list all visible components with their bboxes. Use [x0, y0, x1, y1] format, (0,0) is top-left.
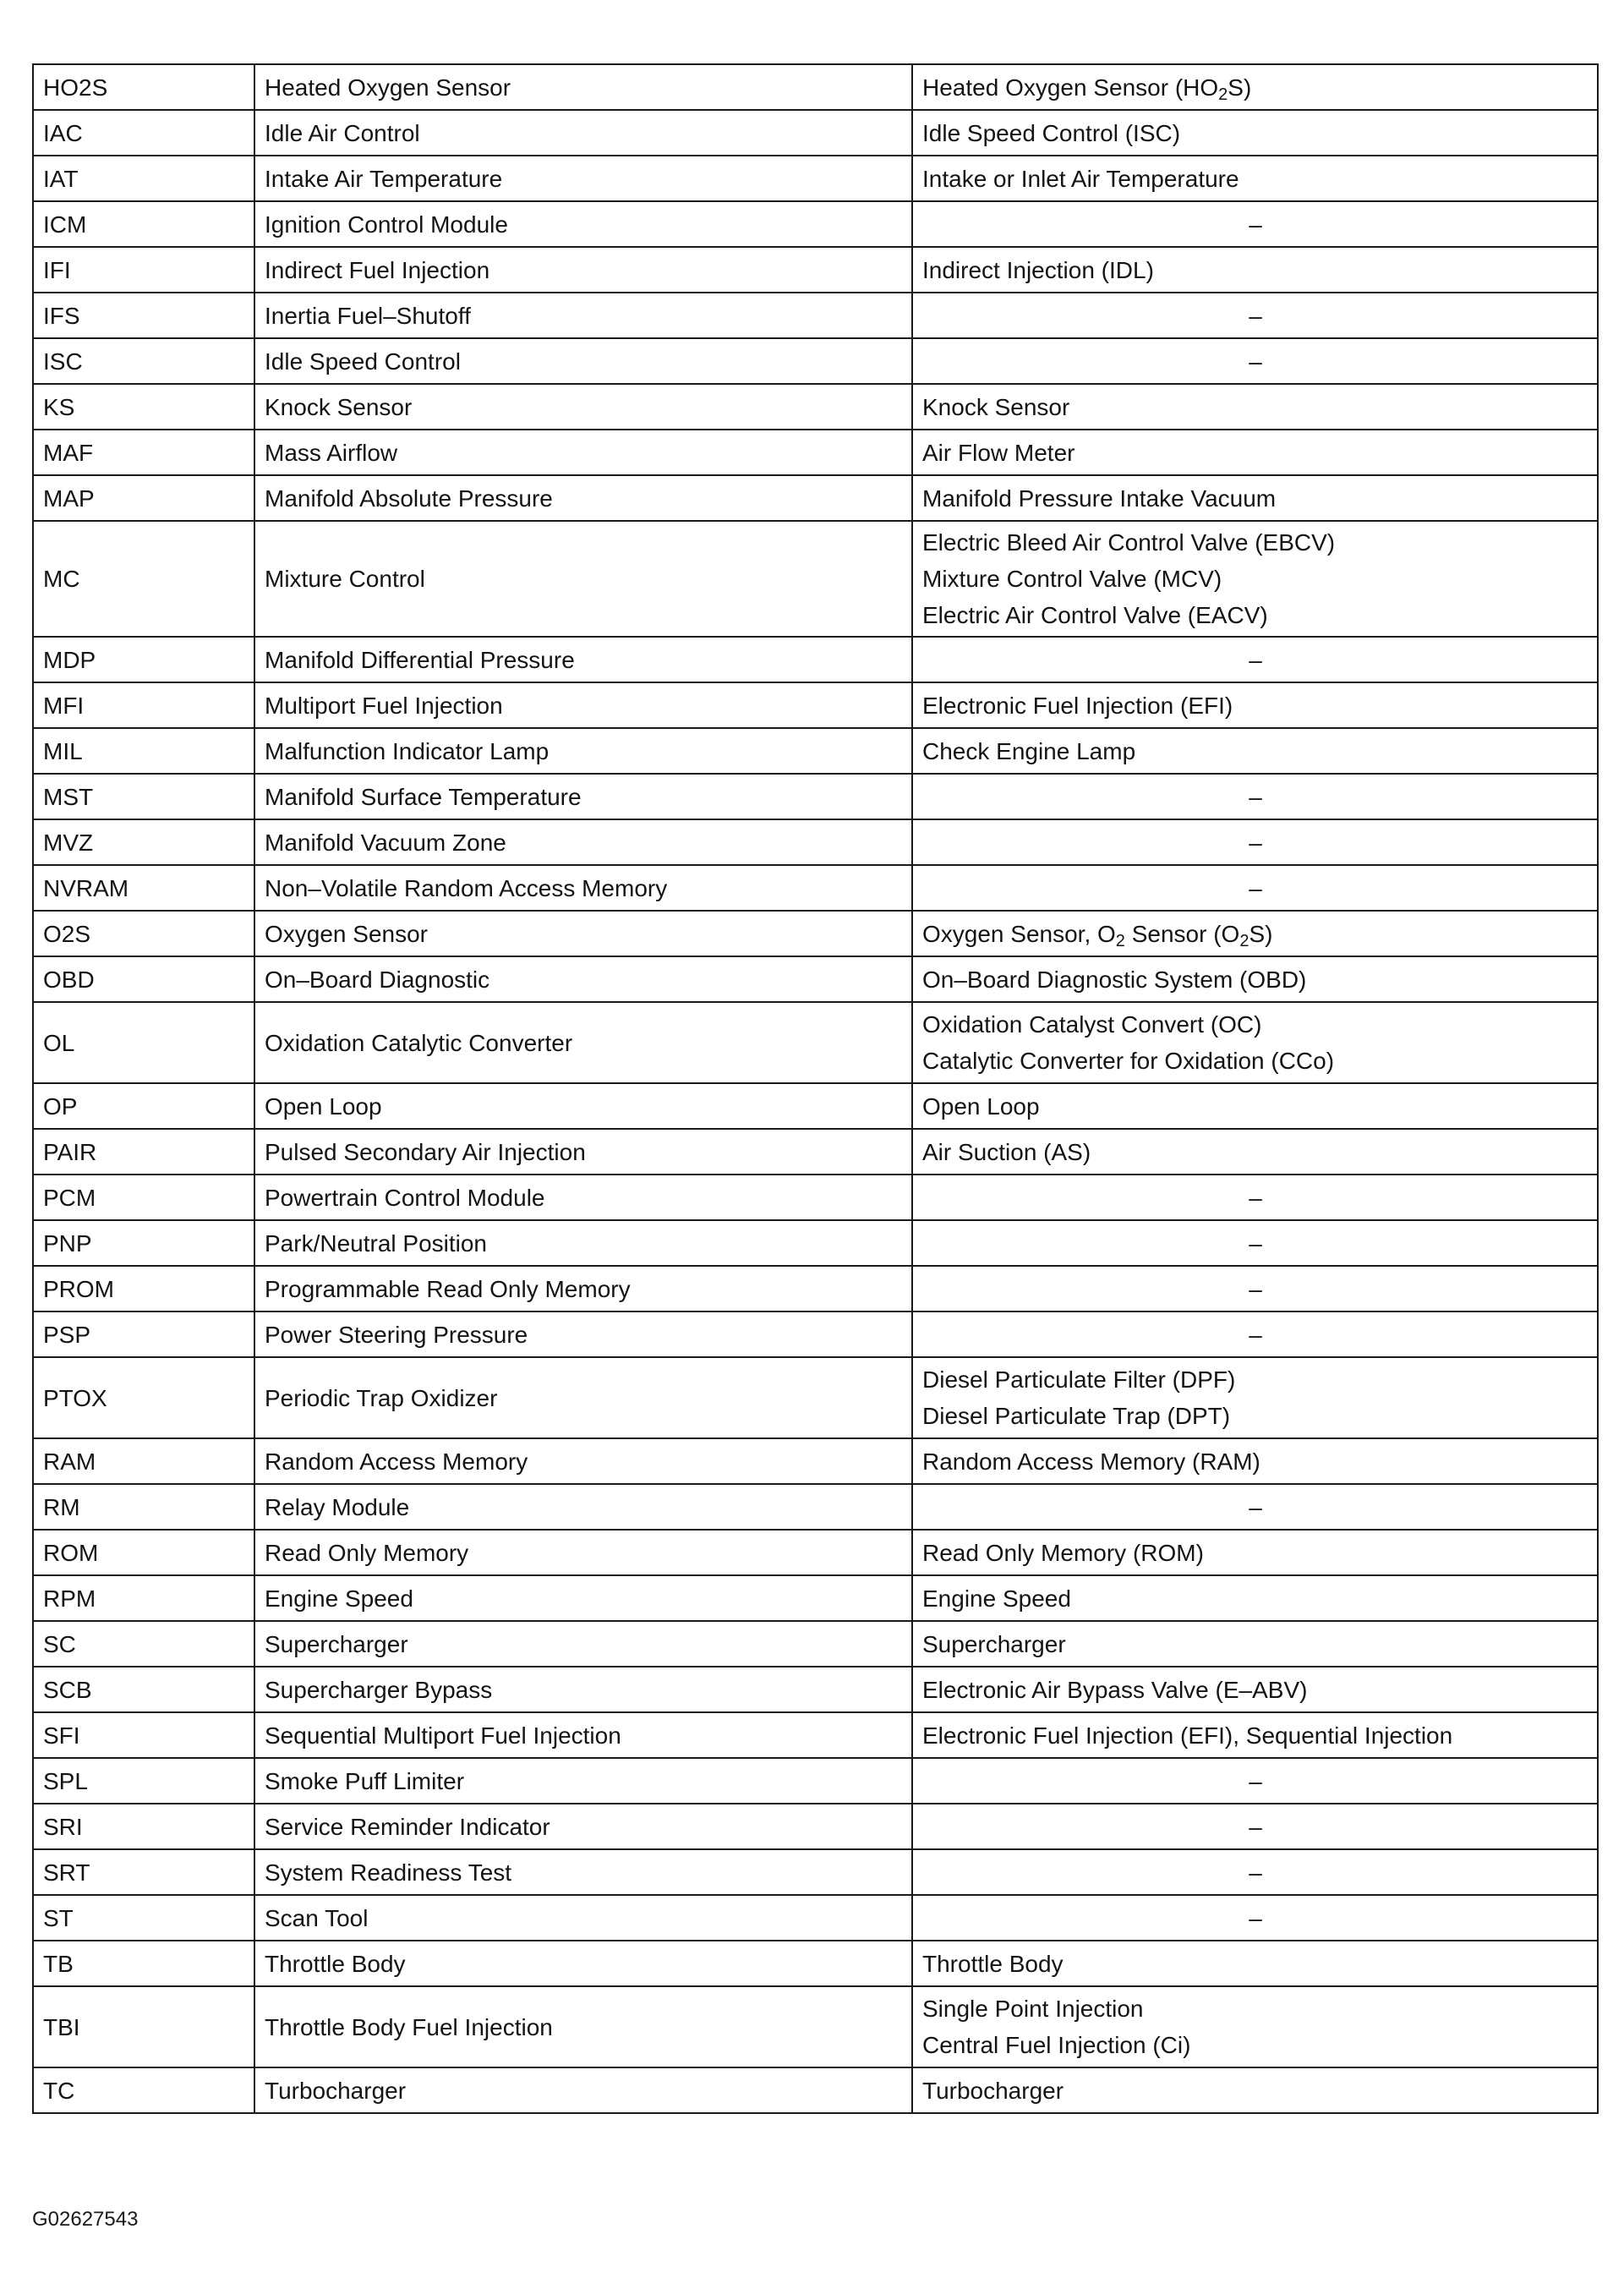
equivalent-term-line: Electronic Fuel Injection (EFI): [922, 692, 1233, 719]
table-row: [33, 1712, 1598, 1758]
term-cell: Manifold Differential Pressure: [254, 637, 912, 682]
term-cell: Mass Airflow: [254, 430, 912, 475]
term-cell: Inertia Fuel–Shutoff: [254, 293, 912, 338]
equivalent-term-line: Central Fuel Injection (Ci): [922, 2032, 1191, 2058]
term-cell: Turbocharger: [254, 2067, 912, 2113]
figure-code: G02627543: [32, 2208, 139, 2231]
term-cell: Manifold Absolute Pressure: [254, 475, 912, 521]
term-cell: Service Reminder Indicator: [254, 1804, 912, 1849]
equivalent-term-line: Oxidation Catalyst Convert (OC): [922, 1011, 1262, 1038]
table-row: [33, 110, 1598, 156]
equivalent-term-line: Diesel Particulate Filter (DPF): [922, 1366, 1236, 1393]
abbreviation-cell: RPM: [33, 1575, 254, 1621]
equivalent-term-line: –: [1249, 1321, 1262, 1348]
equivalent-term-line: Throttle Body: [922, 1950, 1064, 1977]
equivalent-term-line: Knock Sensor: [922, 393, 1070, 420]
term-cell: Heated Oxygen Sensor: [254, 64, 912, 110]
abbreviation-cell: HO2S: [33, 64, 254, 110]
abbreviation-cell: PAIR: [33, 1129, 254, 1175]
table-row: [33, 1621, 1598, 1667]
term-cell: Throttle Body: [254, 1941, 912, 1986]
term-cell: Engine Speed: [254, 1575, 912, 1621]
equivalent-term-cell: [912, 1804, 1598, 1849]
table-row: [33, 1530, 1598, 1575]
table-row: [33, 384, 1598, 430]
abbreviation-cell: IAC: [33, 110, 254, 156]
equivalent-term-cell: [912, 338, 1598, 384]
term-cell: Read Only Memory: [254, 1530, 912, 1575]
equivalent-term-cell: [912, 384, 1598, 430]
equivalent-term-cell: [912, 1667, 1598, 1712]
equivalent-term-cell: [912, 956, 1598, 1002]
table-row: [33, 1357, 1598, 1438]
equivalent-term-cell: [912, 430, 1598, 475]
equivalent-term-line: Oxygen Sensor, $O_2$ Sensor $(O_2S)$: [922, 920, 1273, 950]
abbreviation-cell: MIL: [33, 728, 254, 774]
abbreviation-cell: PROM: [33, 1266, 254, 1311]
term-cell: Scan Tool: [254, 1895, 912, 1941]
equivalent-term-line: –: [1249, 646, 1262, 673]
equivalent-term-line: –: [1249, 1275, 1262, 1302]
equivalent-term-cell: [912, 1849, 1598, 1895]
abbreviation-cell: MAF: [33, 430, 254, 475]
term-cell: Ignition Control Module: [254, 201, 912, 247]
term-cell: Mixture Control: [254, 521, 912, 637]
abbreviation-cell: NVRAM: [33, 865, 254, 911]
table-row: [33, 1175, 1598, 1220]
equivalent-term-cell: [912, 1621, 1598, 1667]
term-cell: Throttle Body Fuel Injection: [254, 1986, 912, 2067]
term-cell: System Readiness Test: [254, 1849, 912, 1895]
equivalent-term-cell: [912, 475, 1598, 521]
table-row: [33, 1849, 1598, 1895]
abbreviation-cell: PSP: [33, 1311, 254, 1357]
term-cell: Oxygen Sensor: [254, 911, 912, 956]
abbreviation-cell: RAM: [33, 1438, 254, 1484]
abbreviation-cell: TB: [33, 1941, 254, 1986]
abbreviation-cell: OP: [33, 1083, 254, 1129]
equivalent-term-cell: [912, 1083, 1598, 1129]
table-row: [33, 1266, 1598, 1311]
abbreviation-cell: TC: [33, 2067, 254, 2113]
term-cell: Power Steering Pressure: [254, 1311, 912, 1357]
equivalent-term-cell: [912, 865, 1598, 911]
table-row: [33, 1220, 1598, 1266]
equivalent-term-cell: [912, 1895, 1598, 1941]
equivalent-term-line: –: [1249, 874, 1262, 901]
equivalent-term-cell: [912, 637, 1598, 682]
equivalent-term-line: Electric Air Control Valve (EACV): [922, 602, 1268, 628]
equivalent-term-line: Indirect Injection (IDL): [922, 256, 1154, 283]
abbreviation-cell: PNP: [33, 1220, 254, 1266]
table-row: [33, 1804, 1598, 1849]
table-row: [33, 819, 1598, 865]
abbreviation-cell: MC: [33, 521, 254, 637]
table-row: [33, 1895, 1598, 1941]
equivalent-term-cell: [912, 1002, 1598, 1083]
equivalent-term-cell: [912, 1758, 1598, 1804]
equivalent-term-cell: [912, 1712, 1598, 1758]
table-row: [33, 865, 1598, 911]
abbreviation-cell: ST: [33, 1895, 254, 1941]
table-row: [33, 293, 1598, 338]
abbreviation-cell: MAP: [33, 475, 254, 521]
equivalent-term-line: Manifold Pressure Intake Vacuum: [922, 485, 1277, 512]
term-cell: Idle Speed Control: [254, 338, 912, 384]
table-row: [33, 1484, 1598, 1530]
table-body: [33, 64, 1598, 2113]
term-cell: Knock Sensor: [254, 384, 912, 430]
abbreviation-cell: TBI: [33, 1986, 254, 2067]
equivalent-term-line: Engine Speed: [922, 1585, 1071, 1612]
equivalent-term-line: Heated Oxygen Sensor $(HO_2S)$: [922, 74, 1252, 104]
table-row: [33, 1667, 1598, 1712]
term-cell: Supercharger: [254, 1621, 912, 1667]
equivalent-term-cell: [912, 682, 1598, 728]
abbreviation-cell: OL: [33, 1002, 254, 1083]
equivalent-term-cell: [912, 156, 1598, 201]
abbreviation-cell: ICM: [33, 201, 254, 247]
table-row: [33, 338, 1598, 384]
abbreviation-cell: SPL: [33, 1758, 254, 1804]
equivalent-term-line: –: [1249, 1493, 1262, 1520]
equivalent-term-line: Electronic Air Bypass Valve (E–ABV): [922, 1676, 1308, 1703]
equivalent-term-cell: [912, 201, 1598, 247]
equivalent-term-line: Open Loop: [922, 1092, 1040, 1120]
abbreviation-cell: SC: [33, 1621, 254, 1667]
equivalent-term-cell: [912, 1357, 1598, 1438]
equivalent-term-cell: [912, 1941, 1598, 1986]
equivalent-term-line: –: [1249, 1767, 1262, 1794]
table-row: [33, 911, 1598, 956]
equivalent-term-line: Air Flow Meter: [922, 439, 1075, 466]
equivalent-term-line: On–Board Diagnostic System (OBD): [922, 966, 1307, 993]
term-cell: Idle Air Control: [254, 110, 912, 156]
term-cell: Periodic Trap Oxidizer: [254, 1357, 912, 1438]
term-cell: Intake Air Temperature: [254, 156, 912, 201]
equivalent-term-line: Supercharger: [922, 1630, 1066, 1657]
term-cell: Manifold Surface Temperature: [254, 774, 912, 819]
table-row: [33, 1758, 1598, 1804]
table-row: [33, 1129, 1598, 1175]
table-row: [33, 1002, 1598, 1083]
abbreviation-cell: OBD: [33, 956, 254, 1002]
table-row: [33, 247, 1598, 293]
term-cell: Pulsed Secondary Air Injection: [254, 1129, 912, 1175]
equivalent-term-cell: [912, 521, 1598, 637]
equivalent-term-line: –: [1249, 1813, 1262, 1840]
term-cell: Sequential Multiport Fuel Injection: [254, 1712, 912, 1758]
equivalent-term-line: –: [1249, 1229, 1262, 1257]
term-cell: Multiport Fuel Injection: [254, 682, 912, 728]
abbreviation-cell: MFI: [33, 682, 254, 728]
equivalent-term-line: –: [1249, 302, 1262, 329]
equivalent-term-cell: [912, 1311, 1598, 1357]
term-cell: Random Access Memory: [254, 1438, 912, 1484]
table-row: [33, 201, 1598, 247]
term-cell: Non–Volatile Random Access Memory: [254, 865, 912, 911]
abbreviation-cell: KS: [33, 384, 254, 430]
term-cell: Open Loop: [254, 1083, 912, 1129]
equivalent-term-cell: [912, 1530, 1598, 1575]
equivalent-term-line: Electric Bleed Air Control Valve (EBCV): [922, 529, 1336, 556]
equivalent-term-line: Air Suction (AS): [922, 1138, 1091, 1165]
term-cell: Supercharger Bypass: [254, 1667, 912, 1712]
abbreviation-cell: IFS: [33, 293, 254, 338]
equivalent-term-cell: [912, 1438, 1598, 1484]
abbreviation-cell: O2S: [33, 911, 254, 956]
equivalent-term-line: –: [1249, 783, 1262, 810]
equivalent-term-line: –: [1249, 211, 1262, 238]
equivalent-term-cell: [912, 1986, 1598, 2067]
term-cell: Programmable Read Only Memory: [254, 1266, 912, 1311]
abbreviation-cell: PCM: [33, 1175, 254, 1220]
equivalent-term-cell: [912, 1175, 1598, 1220]
equivalent-term-line: –: [1249, 829, 1262, 856]
table-row: [33, 682, 1598, 728]
table-row: [33, 774, 1598, 819]
table-row: [33, 475, 1598, 521]
equivalent-term-cell: [912, 64, 1598, 110]
abbreviation-cell: ROM: [33, 1530, 254, 1575]
equivalent-term-line: Catalytic Converter for Oxidation (CCo): [922, 1048, 1335, 1074]
equivalent-term-line: Electronic Fuel Injection (EFI), Sequential Injection: [922, 1722, 1453, 1749]
equivalent-term-line: –: [1249, 1904, 1262, 1931]
table-row: [33, 2067, 1598, 2113]
equivalent-term-line: Intake or Inlet Air Temperature: [922, 165, 1239, 192]
abbreviation-cell: PTOX: [33, 1357, 254, 1438]
term-cell: Indirect Fuel Injection: [254, 247, 912, 293]
table-row: [33, 521, 1598, 637]
equivalent-term-cell: [912, 819, 1598, 865]
equivalent-term-line: Idle Speed Control (ISC): [922, 119, 1181, 146]
equivalent-term-line: –: [1249, 348, 1262, 375]
table-row: [33, 430, 1598, 475]
equivalent-term-cell: [912, 247, 1598, 293]
equivalent-term-cell: [912, 1129, 1598, 1175]
equivalent-term-line: Random Access Memory (RAM): [922, 1448, 1260, 1475]
abbreviation-cell: IAT: [33, 156, 254, 201]
equivalent-term-cell: [912, 1484, 1598, 1530]
term-cell: Relay Module: [254, 1484, 912, 1530]
equivalent-term-line: Single Point Injection: [922, 1996, 1144, 2022]
term-cell: Malfunction Indicator Lamp: [254, 728, 912, 774]
term-cell: Powertrain Control Module: [254, 1175, 912, 1220]
abbreviation-cell: MDP: [33, 637, 254, 682]
equivalent-term-cell: [912, 293, 1598, 338]
equivalent-term-cell: [912, 1266, 1598, 1311]
equivalent-term-cell: [912, 728, 1598, 774]
abbreviation-cell: SRT: [33, 1849, 254, 1895]
equivalent-term-line: Turbocharger: [922, 2077, 1064, 2104]
table-row: [33, 728, 1598, 774]
table-row: [33, 1438, 1598, 1484]
term-cell: Manifold Vacuum Zone: [254, 819, 912, 865]
term-cell: Park/Neutral Position: [254, 1220, 912, 1266]
table-row: [33, 1986, 1598, 2067]
abbreviation-cell: SFI: [33, 1712, 254, 1758]
equivalent-term-cell: [912, 774, 1598, 819]
term-cell: Smoke Puff Limiter: [254, 1758, 912, 1804]
term-cell: On–Board Diagnostic: [254, 956, 912, 1002]
equivalent-term-cell: [912, 110, 1598, 156]
equivalent-term-line: Mixture Control Valve (MCV): [922, 566, 1222, 592]
equivalent-term-cell: [912, 911, 1598, 956]
equivalent-term-line: –: [1249, 1184, 1262, 1211]
equivalent-term-line: Check Engine Lamp: [922, 737, 1136, 764]
abbreviation-cell: SCB: [33, 1667, 254, 1712]
abbreviation-cell: MVZ: [33, 819, 254, 865]
equivalent-term-cell: [912, 1220, 1598, 1266]
table-row: [33, 956, 1598, 1002]
equivalent-term-line: Read Only Memory (ROM): [922, 1539, 1204, 1566]
table-row: [33, 156, 1598, 201]
abbreviation-cell: MST: [33, 774, 254, 819]
table-row: [33, 64, 1598, 110]
term-cell: Oxidation Catalytic Converter: [254, 1002, 912, 1083]
equivalent-term-line: –: [1249, 1859, 1262, 1886]
abbreviation-cell: IFI: [33, 247, 254, 293]
equivalent-term-cell: [912, 1575, 1598, 1621]
table-row: [33, 1083, 1598, 1129]
table-row: [33, 1575, 1598, 1621]
equivalent-term-cell: [912, 2067, 1598, 2113]
table-row: [33, 1941, 1598, 1986]
table-row: [33, 637, 1598, 682]
abbreviation-cell: RM: [33, 1484, 254, 1530]
abbreviation-cell: SRI: [33, 1804, 254, 1849]
table-row: [33, 1311, 1598, 1357]
abbreviation-cell: ISC: [33, 338, 254, 384]
abbreviations-table: [32, 63, 1599, 2114]
equivalent-term-line: Diesel Particulate Trap (DPT): [922, 1403, 1231, 1429]
abbreviations-table-container: [32, 63, 1597, 2114]
